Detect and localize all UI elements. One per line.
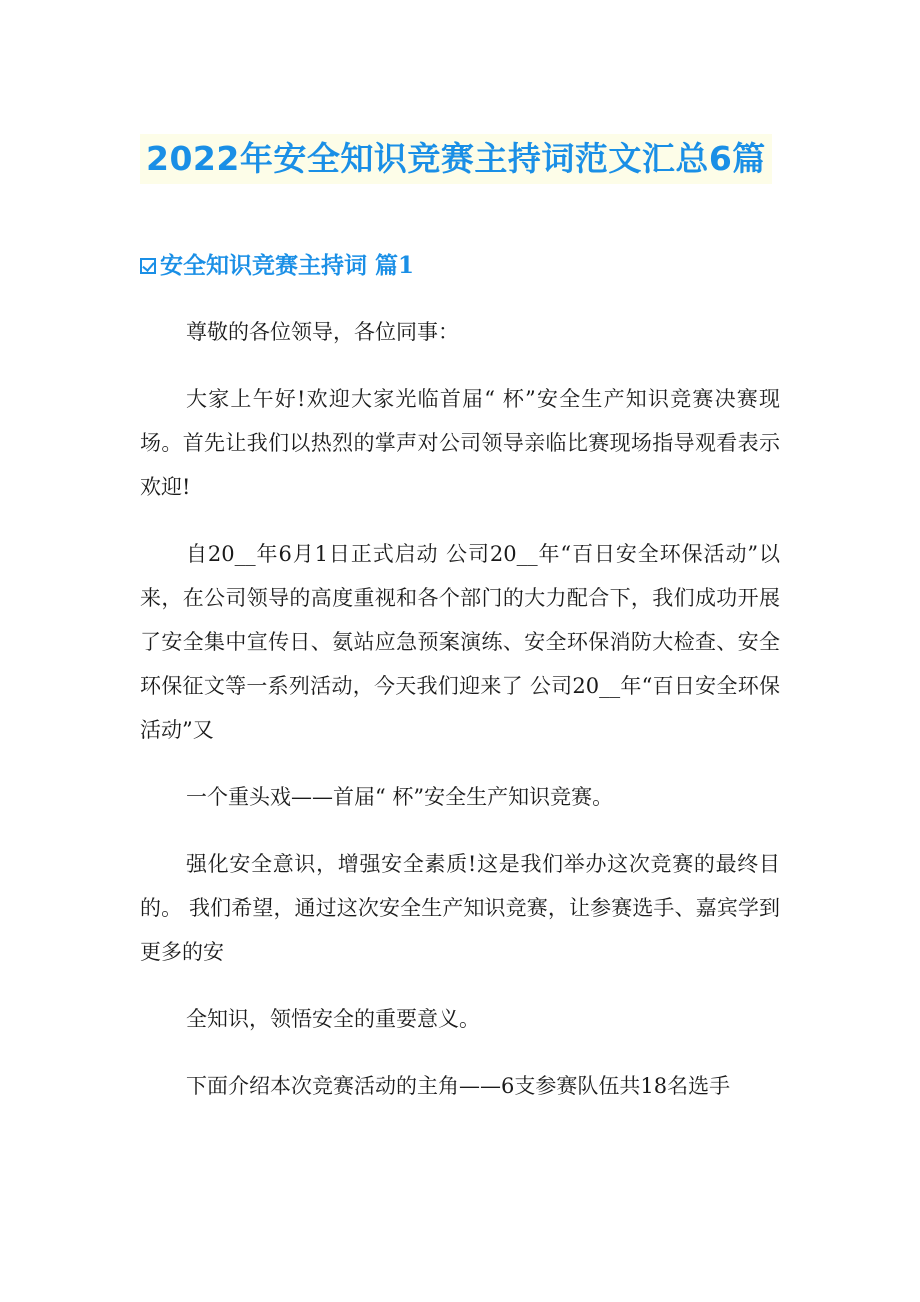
- paragraph-welcome: 大家上午好!欢迎大家光临首届“ 杯”安全生产知识竞赛决赛现场。首先让我们以热烈的掌声对公司领导亲临比赛现场指导观看表示欢迎!: [140, 387, 780, 499]
- document-body: [140, 310, 780, 1108]
- document-title: 2022年安全知识竞赛主持词范文汇总6篇: [140, 134, 772, 184]
- section-heading: [140, 248, 414, 284]
- paragraph-highlight: 一个重头戏——首届“ 杯”安全生产知识竞赛。: [186, 785, 614, 809]
- paragraph-purpose-cont: 全知识，领悟安全的重要意义。: [186, 1007, 480, 1031]
- paragraph-introduction: 下面介绍本次竞赛活动的主角——6支参赛队伍共18名选手: [186, 1074, 731, 1098]
- paragraph-purpose: 强化安全意识，增强安全素质!这是我们举办这次竞赛的最终目的。 我们希望，通过这次安全生产知识竞赛，让参赛选手、嘉宾学到更多的安: [140, 852, 780, 964]
- section-heading-text: 安全知识竞赛主持词 篇1: [160, 252, 415, 279]
- paragraph-greeting: 尊敬的各位领导，各位同事：: [186, 320, 459, 344]
- paragraph-activities: 自20__年6月1日正式启动 公司20__年“百日安全环保活动”以来，在公司领导的高度重视和各个部门的大力配合下，我们成功开展了安全集中宣传日、氨站应急预案演练、安全环保消防大检查、安全环保征文等一系列活动，今天我们迎来了 公司20__年“百日安全环保活动”又: [140, 542, 780, 742]
- checkbox-icon: [140, 258, 156, 274]
